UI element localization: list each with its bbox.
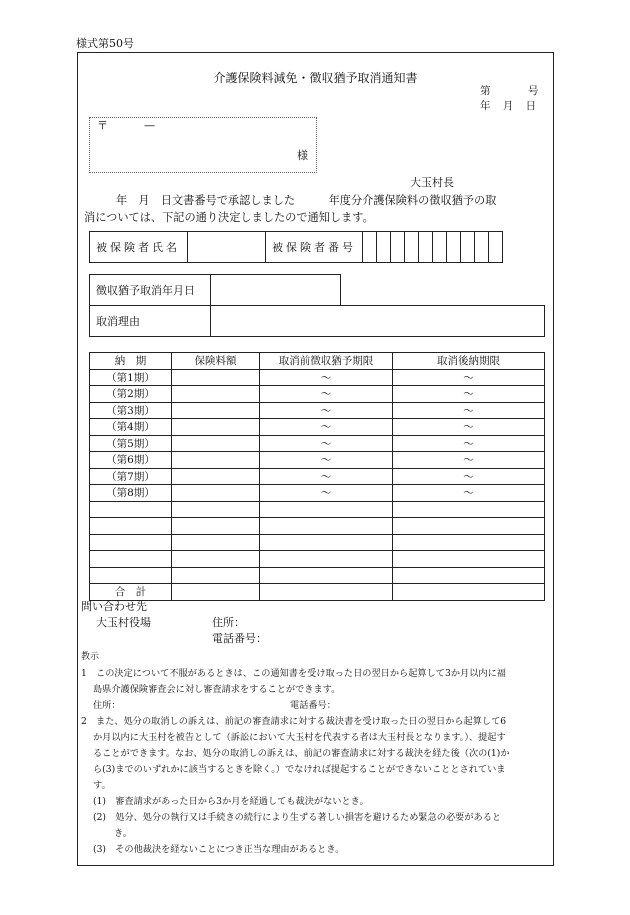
column-header: 取消後納期限 — [393, 353, 545, 370]
amount-cell[interactable] — [172, 386, 260, 403]
notice-text-line-2: 消については、下記の通り決定しましたので通知します。 — [84, 211, 374, 224]
table-row — [90, 518, 545, 535]
issuer-name: 大玉村長 — [410, 176, 454, 189]
table-row — [90, 501, 545, 518]
empty-cell[interactable] — [393, 501, 545, 518]
empty-cell[interactable] — [393, 534, 545, 551]
insured-name-field[interactable] — [188, 232, 266, 263]
recipient-honorific: 様 — [297, 149, 308, 162]
insured-number-digit[interactable] — [433, 232, 447, 263]
after-deadline-cell: ～ — [393, 402, 545, 419]
total-label: 合 計 — [90, 584, 172, 601]
instruction-text: か月以内に大玉村を被告として（訴訟において大玉村を代表する者は大玉村長となります。）、提起す — [93, 732, 506, 743]
empty-cell[interactable] — [90, 551, 172, 568]
postal-dash: — — [144, 119, 155, 132]
contact-tel-label: 電話番号： — [212, 632, 267, 645]
period-cell: （第4期） — [90, 419, 172, 436]
empty-cell[interactable] — [393, 518, 545, 535]
table-row — [90, 452, 545, 469]
empty-cell[interactable] — [172, 501, 260, 518]
recipient-address-box — [89, 117, 317, 173]
after-deadline-cell: ～ — [393, 419, 545, 436]
amount-cell[interactable] — [172, 419, 260, 436]
amount-cell[interactable] — [172, 468, 260, 485]
after-deadline-cell: ～ — [393, 452, 545, 469]
empty-cell[interactable] — [393, 567, 545, 584]
period-cell: （第7期） — [90, 468, 172, 485]
before-deadline-cell: ～ — [260, 435, 393, 452]
insured-number-digit[interactable] — [447, 232, 461, 263]
form-number: 様式第50号 — [76, 37, 134, 50]
column-header: 取消前徴収猶予期限 — [260, 353, 393, 370]
total-cell[interactable] — [260, 584, 393, 601]
after-deadline-cell: ～ — [393, 386, 545, 403]
installments-table — [89, 352, 545, 601]
total-row — [90, 584, 545, 601]
period-cell: （第3期） — [90, 402, 172, 419]
table-row — [90, 567, 545, 584]
table-row — [90, 419, 545, 436]
table-row — [90, 485, 545, 502]
column-header: 保険料額 — [172, 353, 260, 370]
column-header: 納 期 — [90, 353, 172, 370]
period-cell: （第5期） — [90, 435, 172, 452]
empty-cell[interactable] — [90, 567, 172, 584]
insured-number-digit[interactable] — [377, 232, 391, 263]
amount-cell[interactable] — [172, 402, 260, 419]
insured-number-digit[interactable] — [419, 232, 433, 263]
issue-date: 年 月 日 — [480, 100, 537, 112]
before-deadline-cell: ～ — [260, 369, 393, 386]
period-cell: （第1期） — [90, 369, 172, 386]
before-deadline-cell: ～ — [260, 468, 393, 485]
table-row — [90, 468, 545, 485]
doc-number-prefix: 第 — [480, 85, 491, 97]
instructions-heading: 教示 — [81, 652, 100, 662]
table-row — [90, 534, 545, 551]
page-title: 介護保険料減免・徴収猶予取消通知書 — [213, 71, 418, 85]
contact-office: 大玉村役場 — [96, 616, 151, 629]
empty-cell[interactable] — [90, 534, 172, 551]
before-deadline-cell: ～ — [260, 452, 393, 469]
instruction-subitem: き。 — [114, 828, 133, 839]
empty-cell[interactable] — [260, 567, 393, 584]
empty-cell[interactable] — [393, 551, 545, 568]
cancellation-table — [89, 274, 545, 337]
empty-cell[interactable] — [172, 518, 260, 535]
period-cell: （第6期） — [90, 452, 172, 469]
after-deadline-cell: ～ — [393, 485, 545, 502]
postal-mark: 〒 — [97, 119, 108, 132]
empty-cell[interactable] — [172, 551, 260, 568]
empty-cell[interactable] — [260, 518, 393, 535]
table-row — [90, 369, 545, 386]
total-amount-cell[interactable] — [172, 584, 260, 601]
insured-number-digit[interactable] — [363, 232, 377, 263]
instruction-text: 1 この決定について不服があるときは、この通知書を受け取った日の翌日から起算して3か月以内に福 — [81, 668, 506, 679]
cancel-reason-label: 取消理由 — [90, 306, 211, 337]
empty-cell[interactable] — [260, 534, 393, 551]
cancel-date-field[interactable] — [211, 275, 341, 306]
after-deadline-cell: ～ — [393, 369, 545, 386]
insured-person-table — [89, 231, 503, 263]
instruction-subitem: (2) 処分、処分の執行又は手続きの続行により生ずる著しい損害を避けるため緊急の必要があると — [93, 812, 502, 823]
contact-address-label: 住所： — [212, 616, 245, 629]
period-cell: （第2期） — [90, 386, 172, 403]
period-cell: （第8期） — [90, 485, 172, 502]
cancel-reason-field[interactable] — [211, 306, 545, 337]
instruction-subitem: (3) その他裁決を経ないことにつき正当な理由があるとき。 — [93, 844, 345, 855]
before-deadline-cell: ～ — [260, 485, 393, 502]
insured-number-digit[interactable] — [391, 232, 405, 263]
empty-cell[interactable] — [172, 534, 260, 551]
cancel-date-label: 徴収猶予取消年月日 — [90, 275, 211, 306]
instruction-text: ら(3)までのいずれかに該当するときを除く。）でなければ提起することができないこととされていま — [93, 764, 506, 775]
empty-cell[interactable] — [90, 518, 172, 535]
empty-cell[interactable] — [260, 501, 393, 518]
after-deadline-cell: ～ — [393, 435, 545, 452]
cancel-date-spacer — [341, 275, 545, 306]
table-header-row — [90, 353, 545, 370]
before-deadline-cell: ～ — [260, 419, 393, 436]
instruction-text: 2 また、処分の取消しの訴えは、前記の審査請求に対する裁決書を受け取った日の翌日から起算して6 — [81, 716, 507, 727]
table-row — [90, 386, 545, 403]
instruction-text: ることができます。なお、処分の取消しの訴えは、前記の審査請求に対する裁決を経た後（次の(1)か — [93, 748, 510, 759]
amount-cell[interactable] — [172, 452, 260, 469]
instruction-address-label: 住所： — [93, 700, 121, 711]
insured-number-digit[interactable] — [405, 232, 419, 263]
table-row — [90, 402, 545, 419]
instruction-text: 島県介護保険審査会に対し審査請求をすることができます。 — [93, 684, 341, 695]
instruction-tel-label: 電話番号： — [290, 700, 336, 711]
amount-cell[interactable] — [172, 435, 260, 452]
insured-number-digit[interactable] — [461, 232, 475, 263]
instruction-subitem: (1) 審査請求があった日から3か月を経過しても裁決がないとき。 — [93, 796, 369, 807]
amount-cell[interactable] — [172, 369, 260, 386]
insured-number-digit[interactable] — [489, 232, 503, 263]
before-deadline-cell: ～ — [260, 402, 393, 419]
table-row — [90, 551, 545, 568]
amount-cell[interactable] — [172, 485, 260, 502]
doc-number-suffix: 号 — [528, 85, 539, 97]
instruction-text: す。 — [93, 780, 111, 791]
insured-name-label: 被保険者氏名 — [90, 232, 188, 263]
table-row — [90, 435, 545, 452]
before-deadline-cell: ～ — [260, 386, 393, 403]
notice-text-line-1: 年 月 日文書番号で承認しました 年度分介護保険料の徴収猶予の取 — [116, 194, 497, 207]
empty-cell[interactable] — [260, 551, 393, 568]
empty-cell[interactable] — [172, 567, 260, 584]
insured-number-label: 被保険者番号 — [266, 232, 363, 263]
total-cell[interactable] — [393, 584, 545, 601]
empty-cell[interactable] — [90, 501, 172, 518]
contact-heading: 問い合わせ先 — [81, 600, 147, 613]
insured-number-digit[interactable] — [475, 232, 489, 263]
after-deadline-cell: ～ — [393, 468, 545, 485]
